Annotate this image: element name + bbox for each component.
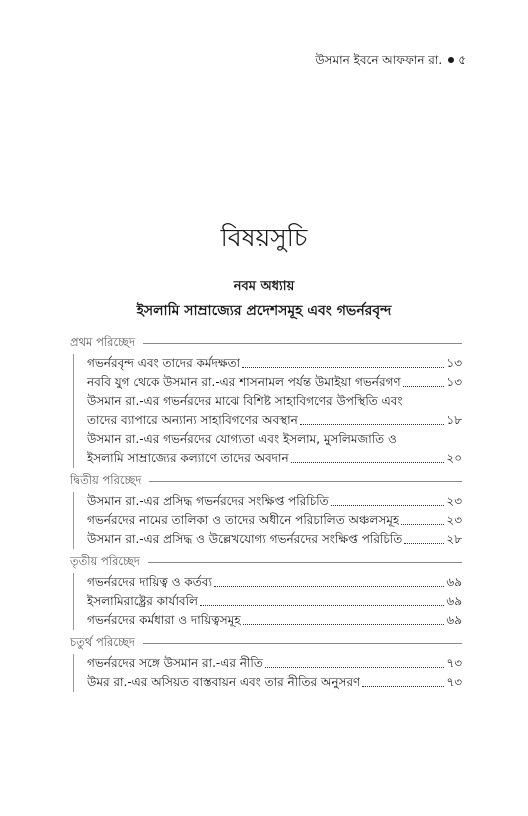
dot-leader [362, 686, 444, 687]
toc-entry-page: ৬৯ [446, 575, 462, 589]
toc-title: বিষয়সুচি [220, 223, 308, 252]
section-rule [148, 562, 462, 563]
toc-entry[interactable] [87, 573, 462, 592]
toc-entry-text: গভর্নরদের নামের তালিকা ও তাদের অধীনে পরিচালিত অঞ্চলসমূহ [87, 513, 400, 527]
toc-entry[interactable] [87, 373, 462, 392]
dot-leader [291, 462, 445, 463]
toc-entry-text: উমর রা.-এর অসিয়ত বাস্তবায়ন এবং তার নীতির অনুসরণ [87, 675, 361, 689]
toc-entry[interactable] [87, 392, 462, 430]
toc-entry[interactable] [87, 611, 462, 630]
dot-leader [331, 505, 445, 506]
section-entries [73, 354, 462, 468]
table-of-contents [70, 332, 462, 694]
toc-entry[interactable] [87, 530, 462, 549]
dot-leader [300, 424, 445, 425]
section-entries [73, 573, 462, 630]
section-entries [73, 654, 462, 692]
dot-leader [214, 586, 444, 587]
toc-entry-page: ১৩ [446, 356, 462, 370]
section-heading [70, 332, 462, 354]
toc-entry-text: উসমান রা.-এর গভর্নরদের যোগ্যতা এবং ইসলাম, মুসলিমজাতি ও [87, 432, 397, 446]
dot-leader [403, 386, 445, 387]
running-header [315, 52, 466, 72]
running-title: উসমান ইবনে আফফান রা. [315, 53, 443, 67]
toc-entry[interactable] [87, 673, 462, 692]
dot-leader [265, 667, 445, 668]
toc-entry[interactable] [87, 492, 462, 511]
toc-entry-text: গভর্নরদের কর্মধারা ও দায়িত্বসমূহ [87, 613, 241, 627]
section-name: দ্বিতীয় পরিচ্ছেদ [70, 472, 142, 487]
toc-entry-page: ২০ [446, 451, 462, 465]
section-heading [70, 551, 462, 573]
dot-leader [401, 524, 444, 525]
toc-entry-page: ১৮ [446, 413, 462, 427]
toc-entry[interactable] [87, 354, 462, 373]
toc-entry-page: ৬৯ [446, 613, 462, 627]
toc-entry-page: ৭৩ [446, 675, 462, 689]
dot-leader [243, 624, 445, 625]
dot-leader [404, 543, 444, 544]
section-rule [143, 343, 462, 344]
toc-entry[interactable] [87, 511, 462, 530]
toc-entry-text: উসমান রা.-এর প্রসিদ্ধ গভর্নরদের সংক্ষিপ্ত পরিচিতি [87, 494, 329, 508]
toc-entry-page: ৭৩ [446, 656, 462, 670]
toc-entry-page: ৬৯ [446, 594, 462, 608]
toc-entry-text: গভর্নরদের সঙ্গে উসমান রা.-এর নীতি [87, 656, 263, 670]
bullet-dot-icon [448, 57, 454, 63]
toc-entry-text: নববি যুগ থেকে উসমান রা.-এর শাসনামল পর্যন্ত উমাইয়া গভর্নরগণ [87, 375, 401, 389]
page-number: ৫ [458, 53, 466, 67]
toc-entry-page: ২৩ [446, 494, 462, 508]
section-entries [73, 492, 462, 549]
toc-entry-text: গভর্নরদের দায়িত্ব ও কর্তব্য [87, 575, 212, 589]
dot-leader [242, 367, 444, 368]
toc-entry-text: গভর্নরবৃন্দ এবং তাদের কর্মদক্ষতা [87, 356, 241, 370]
toc-entry-text: ইসলামিরাষ্ট্রের কার্যাবলি [87, 594, 198, 608]
toc-entry-text: তাদের ব্যাপারে অন্যান্য সাহাবিগণের অবস্থান [87, 413, 298, 427]
chapter-label: নবম অধ্যায় [233, 279, 295, 294]
section-name: প্রথম পরিচ্ছেদ [70, 334, 136, 349]
section-heading [70, 470, 462, 492]
section-rule [149, 481, 462, 482]
toc-entry[interactable] [87, 592, 462, 611]
toc-entry-text: উসমান রা.-এর প্রসিদ্ধ ও উল্লেখযোগ্য গভর্নরদের সংক্ষিপ্ত পরিচিতি [87, 532, 403, 546]
section-rule [143, 643, 462, 644]
section-heading [70, 632, 462, 654]
chapter-subtitle: ইসলামি সাম্রাজ্যের প্রদেশসমূহ এবং গভর্নরবৃন্দ [136, 303, 392, 319]
toc-entry[interactable] [87, 430, 462, 468]
section-name: তৃতীয় পরিচ্ছেদ [70, 553, 140, 568]
dot-leader [200, 605, 444, 606]
toc-entry-page: ১৩ [446, 375, 462, 389]
toc-entry-page: ২৮ [446, 532, 462, 546]
toc-entry-text: ইসলামি সাম্রাজ্যের কল্যাণে তাদের অবদান [87, 451, 289, 465]
section-name: চতুর্থ পরিচ্ছেদ [70, 634, 135, 649]
toc-entry-text: উসমান রা.-এর গভর্নরদের মাঝে বিশিষ্ট সাহাবিগণের উপস্থিতি এবং [87, 394, 403, 408]
toc-entry[interactable] [87, 654, 462, 673]
toc-entry-page: ২৩ [446, 513, 462, 527]
